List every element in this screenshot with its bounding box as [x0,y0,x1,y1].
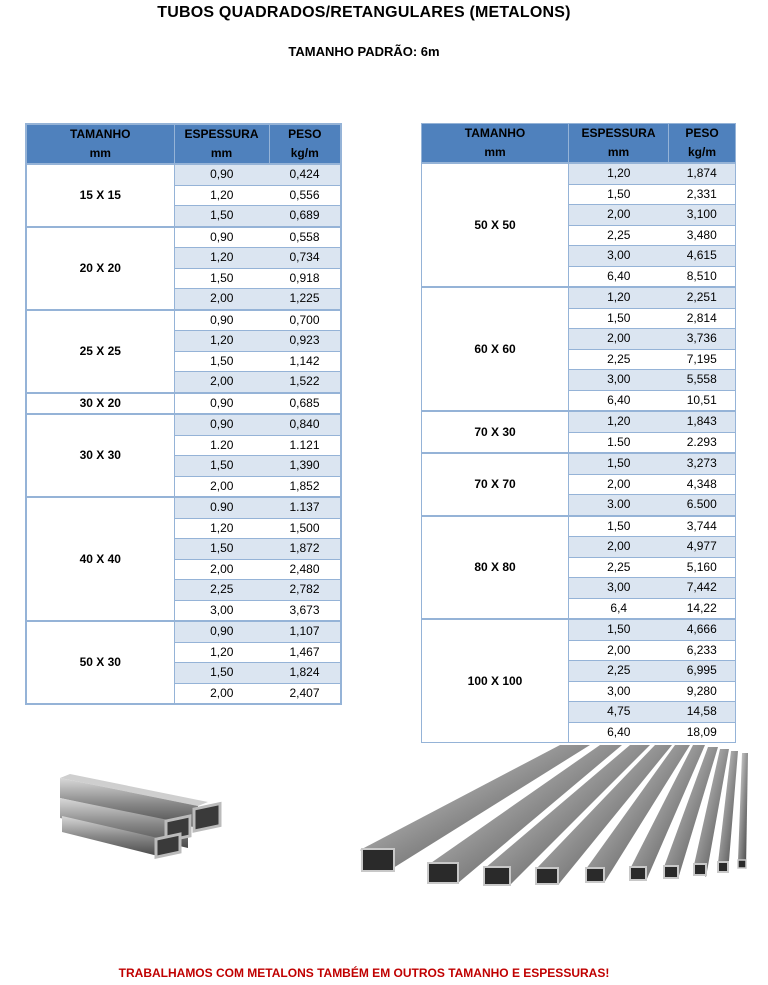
size-cell: 70 X 30 [422,411,569,453]
weight-cell: 0,685 [269,393,341,415]
page-title: TUBOS QUADRADOS/RETANGULARES (METALONS) [157,4,571,21]
thickness-cell: 1,50 [569,308,669,329]
weight-cell: 1,467 [269,642,341,663]
weight-cell: 0,558 [269,227,341,248]
table-row [26,621,341,642]
size-cell: 50 X 30 [26,621,174,704]
table-row [422,453,736,474]
thickness-cell: 4,75 [569,702,669,723]
table-row [422,619,736,640]
thickness-cell: 1,50 [174,456,269,477]
weight-cell: 6,995 [669,661,736,682]
thickness-cell: 0,90 [174,310,269,331]
size-cell: 60 X 60 [422,287,569,411]
weight-cell: 1,874 [669,163,736,184]
thickness-cell: 3,00 [569,578,669,599]
rectangular-tubes-image [58,772,228,862]
thickness-cell: 0,90 [174,227,269,248]
table-row [422,287,736,308]
thickness-cell: 1.20 [174,435,269,456]
thickness-cell: 1,20 [174,642,269,663]
weight-cell: 14,58 [669,702,736,723]
weight-cell: 3,673 [269,600,341,621]
thickness-cell: 6,4 [569,598,669,619]
weight-cell: 1,843 [669,411,736,432]
size-cell: 50 X 50 [422,163,569,287]
weight-cell: 2,480 [269,559,341,580]
thickness-cell: 3,00 [174,600,269,621]
size-cell: 30 X 30 [26,414,174,497]
weight-cell: 1,824 [269,663,341,684]
table-row [26,414,341,435]
table-row [26,227,341,248]
weight-cell: 1,852 [269,476,341,497]
weight-cell: 1.137 [269,497,341,518]
table-row [26,497,341,518]
thickness-cell: 1,50 [569,184,669,205]
weight-cell: 0,918 [269,268,341,289]
thickness-cell: 1,50 [174,351,269,372]
weight-cell: 1,872 [269,539,341,560]
thickness-cell: 2,00 [174,372,269,393]
footer-note: TRABALHAMOS COM METALONS TAMBÉM EM OUTROS TAMANHO E ESPESSURAS! [118,966,610,980]
table-row [422,516,736,537]
weight-cell: 14,22 [669,598,736,619]
table-body [422,163,736,743]
size-cell: 100 X 100 [422,619,569,743]
size-cell: 70 X 70 [422,453,569,516]
thickness-cell: 2,00 [174,559,269,580]
weight-cell: 1,500 [269,518,341,539]
page-subtitle: TAMANHO PADRÃO: 6m [288,44,440,59]
weight-cell: 3,480 [669,225,736,246]
weight-cell: 5,160 [669,557,736,578]
weight-cell: 4,977 [669,537,736,558]
weight-cell: 10,51 [669,390,736,411]
thickness-cell: 0,90 [174,164,269,185]
weight-cell: 1,107 [269,621,341,642]
weight-cell: 2,251 [669,287,736,308]
thickness-cell: 2,00 [569,640,669,661]
weight-cell: 6.500 [669,495,736,516]
weight-cell: 1,142 [269,351,341,372]
weight-cell: 2,782 [269,580,341,601]
thickness-cell: 6,40 [569,266,669,287]
thickness-cell: 6,40 [569,722,669,743]
weight-cell: 1,522 [269,372,341,393]
thickness-cell: 2,00 [174,289,269,310]
thickness-cell: 2,00 [174,476,269,497]
weight-cell: 0,923 [269,331,341,352]
header-weight: PESO kg/m [669,124,736,164]
weight-cell: 4,348 [669,474,736,495]
table-row [26,164,341,185]
weight-cell: 8,510 [669,266,736,287]
thickness-cell: 3.00 [569,495,669,516]
thickness-cell: 0,90 [174,393,269,415]
weight-cell: 1,225 [269,289,341,310]
weight-cell: 0,424 [269,164,341,185]
thickness-cell: 2,25 [569,557,669,578]
weight-cell: 0,840 [269,414,341,435]
size-cell: 30 X 20 [26,393,174,415]
thickness-cell: 1,50 [174,206,269,227]
weight-cell: 18,09 [669,722,736,743]
weight-cell: 0,700 [269,310,341,331]
weight-cell: 2.293 [669,432,736,453]
thickness-cell: 2,25 [174,580,269,601]
thickness-cell: 1,50 [569,516,669,537]
table-row [422,163,736,184]
header-thickness: ESPESSURA mm [569,124,669,164]
thickness-cell: 0,90 [174,621,269,642]
weight-cell: 2,814 [669,308,736,329]
thickness-cell: 1,50 [569,619,669,640]
weight-cell: 4,666 [669,619,736,640]
weight-cell: 3,273 [669,453,736,474]
thickness-cell: 3,00 [569,370,669,391]
thickness-cell: 2,00 [174,683,269,704]
weight-cell: 6,233 [669,640,736,661]
thickness-cell: 1,20 [569,163,669,184]
thickness-cell: 1,20 [174,331,269,352]
thickness-cell: 1,20 [569,411,669,432]
weight-cell: 3,744 [669,516,736,537]
table-body [26,164,341,704]
weight-cell: 7,195 [669,349,736,370]
size-cell: 20 X 20 [26,227,174,310]
thickness-cell: 1.50 [569,432,669,453]
weight-cell: 4,615 [669,246,736,267]
tube-table-left [25,123,342,705]
thickness-cell: 2,00 [569,474,669,495]
size-cell: 15 X 15 [26,164,174,227]
size-cell: 40 X 40 [26,497,174,621]
tubes-assortment-image [360,745,760,890]
thickness-cell: 1,20 [174,248,269,269]
thickness-cell: 2,25 [569,661,669,682]
size-cell: 25 X 25 [26,310,174,393]
thickness-cell: 1,50 [174,268,269,289]
tube-table-right [421,123,736,743]
header-size: TAMANHO mm [422,124,569,164]
weight-cell: 2,407 [269,683,341,704]
weight-cell: 0,556 [269,185,341,206]
thickness-cell: 1,50 [174,663,269,684]
weight-cell: 1,390 [269,456,341,477]
header-weight: PESO kg/m [269,124,341,164]
thickness-cell: 2,00 [569,537,669,558]
weight-cell: 9,280 [669,681,736,702]
thickness-cell: 1,20 [174,185,269,206]
header-thickness: ESPESSURA mm [174,124,269,164]
header-size: TAMANHO mm [26,124,174,164]
weight-cell: 0,689 [269,206,341,227]
weight-cell: 1.121 [269,435,341,456]
size-cell: 80 X 80 [422,516,569,620]
thickness-cell: 1,50 [174,539,269,560]
thickness-cell: 3,00 [569,681,669,702]
thickness-cell: 1,20 [569,287,669,308]
table-header-row [422,124,736,164]
thickness-cell: 3,00 [569,246,669,267]
table-row [422,411,736,432]
weight-cell: 0,734 [269,248,341,269]
weight-cell: 7,442 [669,578,736,599]
thickness-cell: 6,40 [569,390,669,411]
weight-cell: 2,331 [669,184,736,205]
weight-cell: 3,100 [669,205,736,226]
weight-cell: 5,558 [669,370,736,391]
thickness-cell: 1,50 [569,453,669,474]
thickness-cell: 2,25 [569,349,669,370]
thickness-cell: 2,00 [569,329,669,350]
thickness-cell: 0,90 [174,414,269,435]
thickness-cell: 2,25 [569,225,669,246]
thickness-cell: 1,20 [174,518,269,539]
table-header-row [26,124,341,164]
table-row [26,310,341,331]
thickness-cell: 0.90 [174,497,269,518]
table-row [26,393,341,415]
thickness-cell: 2,00 [569,205,669,226]
weight-cell: 3,736 [669,329,736,350]
